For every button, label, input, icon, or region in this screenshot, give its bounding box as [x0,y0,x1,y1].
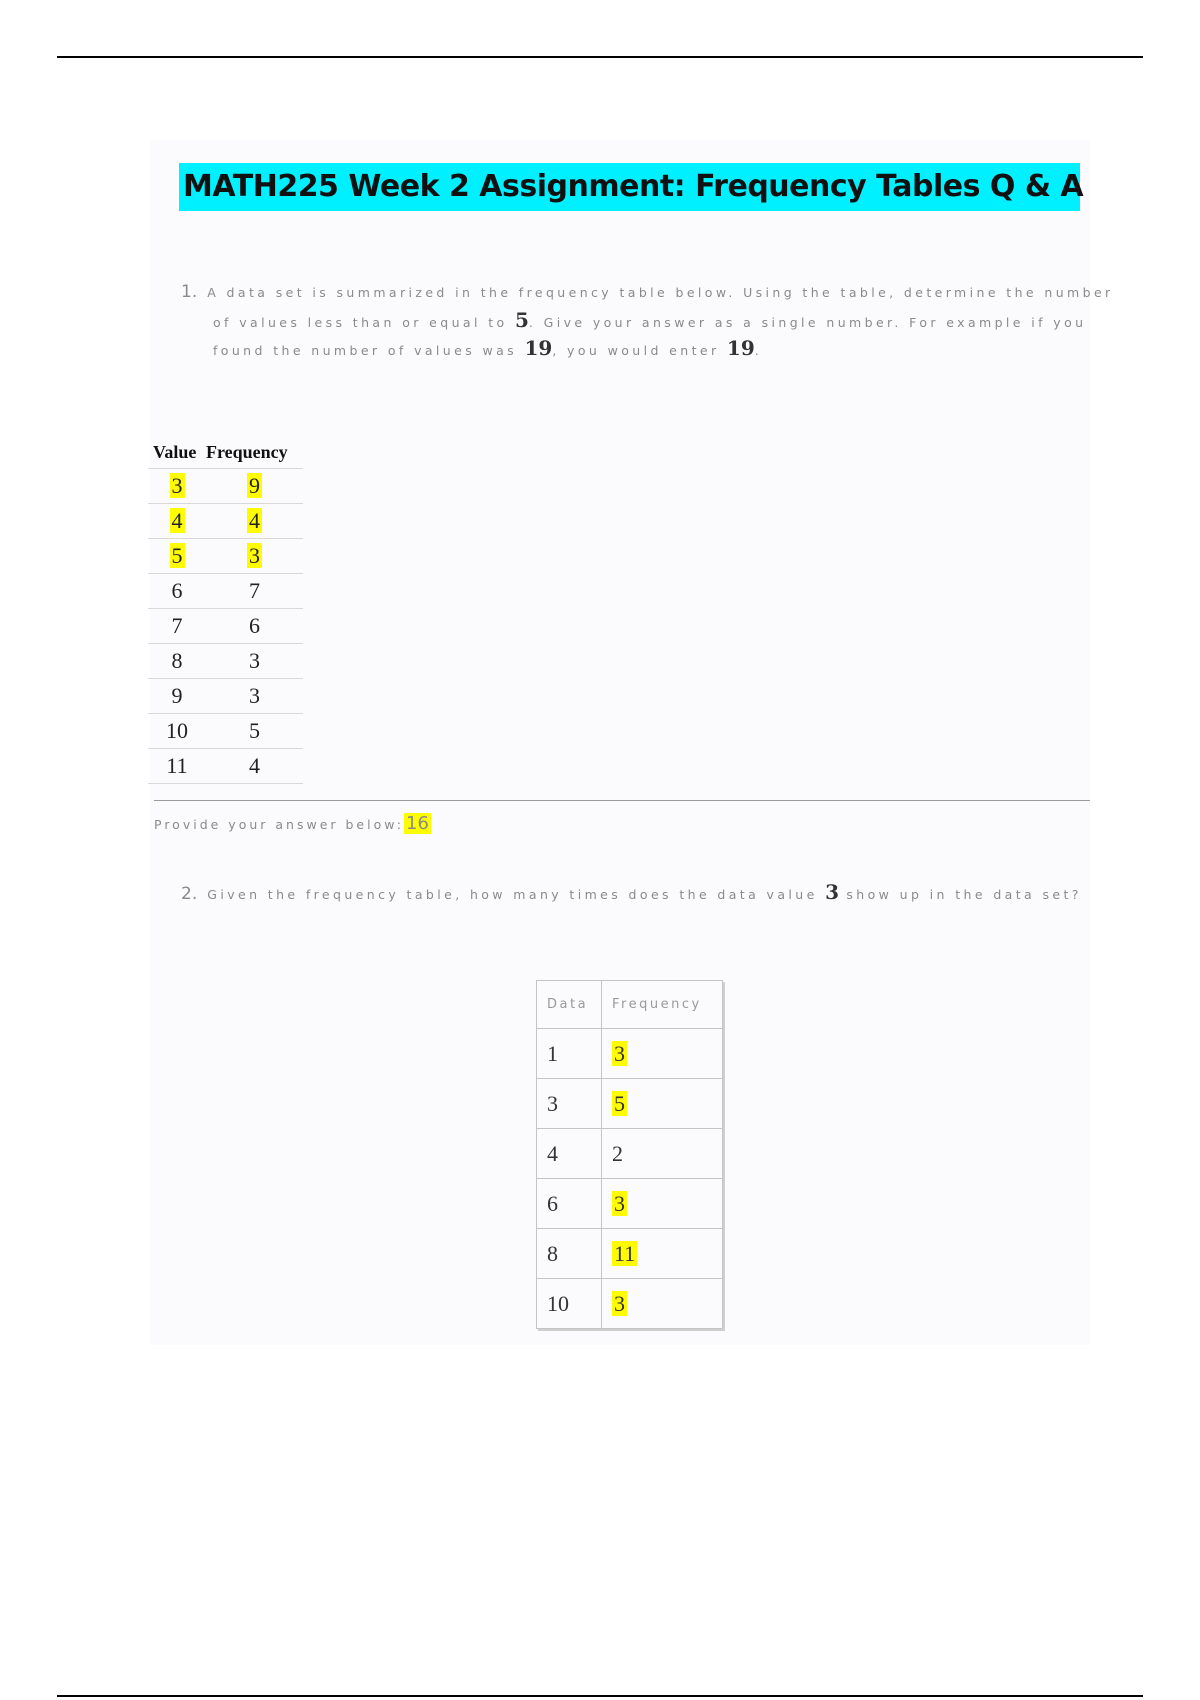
table-1-row [148,609,303,644]
table-2-row [537,1179,723,1229]
table-2-cell-frequency-text: 11 [614,1240,636,1266]
table-2-cell-data-text: 1 [547,1040,558,1066]
table-2-cell-frequency-text: 3 [614,1190,625,1216]
table-2-cell-data-text: 10 [547,1290,569,1316]
table-2-cell-frequency [602,1129,723,1179]
table-1-cell-frequency [206,539,303,574]
table-1-cell-value [148,749,206,784]
table-2-cell-frequency [602,1229,723,1279]
table-2-cell-data [537,1079,602,1129]
table-1-cell-value [148,679,206,714]
table-2-cell-frequency-text: 3 [614,1040,625,1066]
table-1-cell-frequency-text: 5 [249,718,260,743]
table-1-row [148,749,303,784]
question-1-number: 1. [181,282,198,302]
table-1-cell-frequency-text: 9 [249,473,260,498]
table-1-cell-frequency [206,714,303,749]
table-1-cell-value [148,644,206,679]
table-1-row [148,714,303,749]
table-1-cell-frequency-text: 3 [249,648,260,673]
question-2-data-value: 3 [825,880,839,904]
page-title: MATH225 Week 2 Assignment: Frequency Tables Q & A [179,163,1080,211]
table-1-cell-value [148,574,206,609]
table-1-cell-value [148,714,206,749]
table-2-cell-data-text: 4 [547,1140,558,1166]
table-1-header-value: Value [153,441,197,462]
table-1-cell-frequency-text: 4 [249,508,260,533]
answer-1 [154,810,431,839]
table-1-cell-value [148,539,206,574]
question-1-example-value: 19 [524,336,553,360]
table-1-cell-frequency-text: 7 [249,578,260,603]
question-1-line-1: A data set is summarized in the frequency table below. Using the table, determine the number [207,285,1114,300]
answer-1-label: Provide your answer below: [154,817,404,832]
table-2-cell-data [537,1229,602,1279]
table-2-row [537,1079,723,1129]
table-1-row [148,539,303,574]
table-2-cell-frequency-text: 5 [614,1090,625,1116]
table-2-header-data: Data [537,981,602,1029]
table-2-cell-data-text: 3 [547,1090,558,1116]
table-1-cell-frequency [206,504,303,539]
table-1-cell-value-text: 4 [171,508,183,533]
table-1-cell-value [148,504,206,539]
table-1-cell-frequency [206,679,303,714]
table-2-row [537,1279,723,1329]
table-1-row [148,469,303,504]
table-2-header-frequency: Frequency [602,981,723,1029]
table-2-cell-frequency [602,1279,723,1329]
section-divider [154,800,1090,801]
table-1-cell-frequency [206,609,303,644]
table-2-cell-data [537,1029,602,1079]
table-1-row [148,679,303,714]
table-1-cell-value-text: 7 [171,613,183,638]
table-1-cell-value-text: 5 [171,543,183,568]
table-1-cell-frequency [206,469,303,504]
table-2-row [537,1229,723,1279]
table-2-cell-data-text: 8 [547,1240,558,1266]
question-2-text-a: Given the frequency table, how many times does the data value [207,887,826,902]
table-1-cell-value-text: 3 [171,473,183,498]
question-1-line-2a: of values less than or equal to [213,315,515,330]
table-1-cell-value-text: 10 [166,718,188,743]
table-2-cell-data [537,1129,602,1179]
table-2-cell-frequency [602,1079,723,1129]
answer-1-value[interactable]: 16 [406,813,429,834]
table-1-cell-frequency-text: 6 [249,613,260,638]
table-2-cell-frequency [602,1029,723,1079]
question-1-threshold: 5 [514,308,529,332]
table-1-cell-frequency-text: 3 [249,683,260,708]
question-1-line-3b: , you would enter [552,343,727,358]
table-1-header-frequency: Frequency [206,441,288,462]
question-2-text-b: show up in the data set? [838,887,1082,902]
table-1-cell-value-text: 11 [166,753,188,778]
frequency-table-2 [536,980,723,1329]
table-1-cell-frequency-text: 4 [249,753,260,778]
table-1-row [148,574,303,609]
question-1-example-entry: 19 [726,336,755,360]
table-2-cell-data [537,1279,602,1329]
table-2-cell-frequency-text: 3 [614,1290,625,1316]
question-2-number: 2. [181,884,198,904]
question-1-line-3c: . [754,343,763,358]
table-2-cell-frequency [602,1179,723,1229]
table-2-row [537,1029,723,1079]
table-1-cell-value-text: 9 [171,683,183,708]
question-1 [181,278,1114,362]
page-bottom-rule [57,1695,1143,1697]
table-1-cell-value-text: 6 [171,578,183,603]
table-2-row [537,1129,723,1179]
table-2-cell-data [537,1179,602,1229]
table-1-row [148,644,303,679]
table-1-cell-value [148,469,206,504]
table-1-cell-frequency-text: 3 [249,543,260,568]
question-1-line-2b: . Give your answer as a single number. For example if you [528,315,1087,330]
table-1-cell-value-text: 8 [171,648,183,673]
page-top-rule [57,56,1143,58]
table-1-cell-frequency [206,644,303,679]
table-2-cell-frequency-text: 2 [612,1140,623,1166]
table-1-row [148,504,303,539]
table-1-cell-frequency [206,749,303,784]
frequency-table-1 [148,440,303,784]
table-2-cell-data-text: 6 [547,1190,558,1216]
question-2 [181,878,1101,909]
table-1-cell-frequency [206,574,303,609]
table-1-cell-value [148,609,206,644]
question-1-line-3a: found the number of values was [213,343,525,358]
